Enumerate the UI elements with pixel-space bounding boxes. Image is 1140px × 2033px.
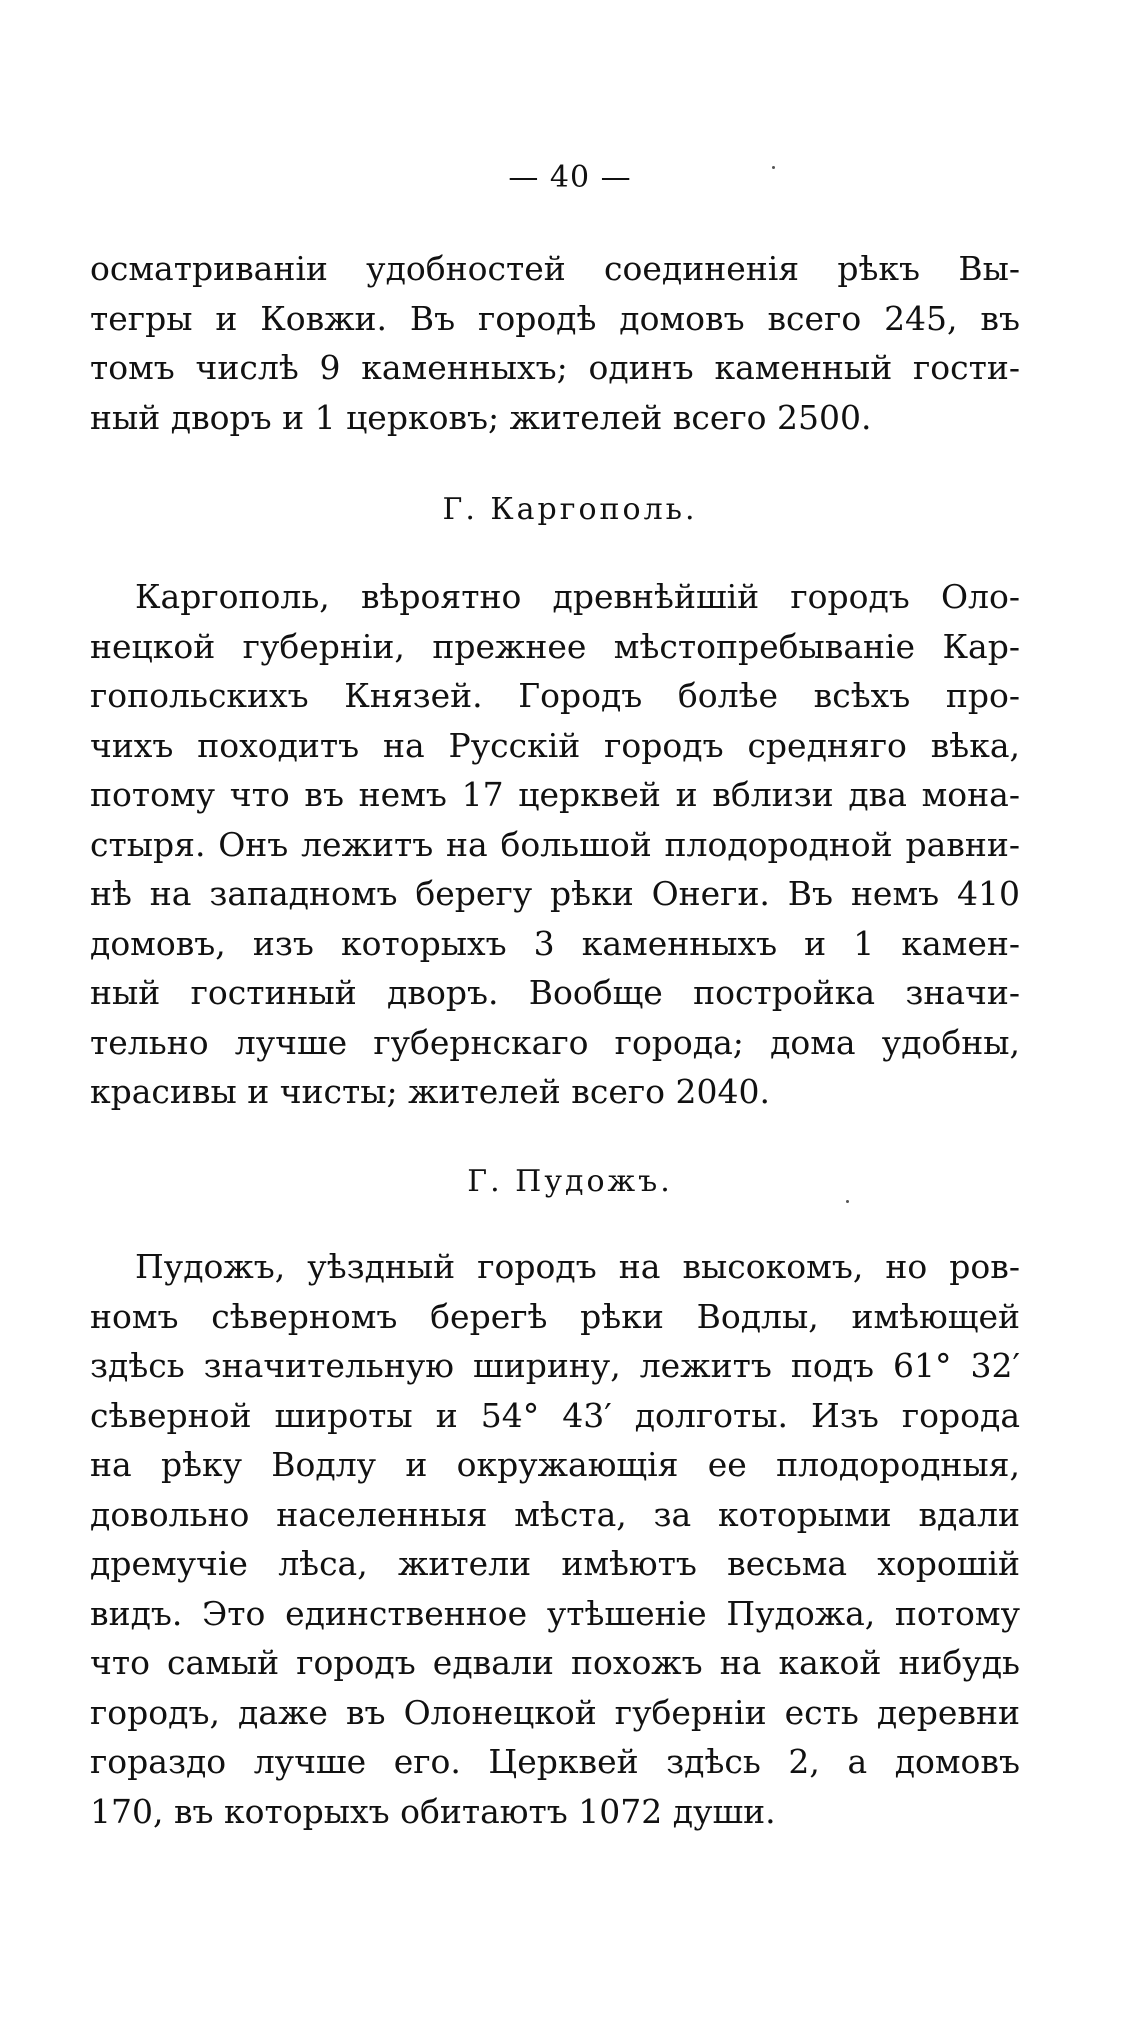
text-line: что самый городъ едвали похожъ на какой нибудь	[90, 1643, 1020, 1682]
text-line: ный дворъ и 1 церковъ; жителей всего 2500.	[90, 397, 872, 437]
text-line: нецкой губерніи, прежнее мѣстопребываніе Кар-	[90, 626, 1020, 666]
text-line: томъ числѣ 9 каменныхъ; одинъ каменный гости-	[90, 348, 1020, 387]
text-line: домовъ, изъ которыхъ 3 каменныхъ и 1 камен-	[90, 923, 1020, 963]
paragraph-continuation	[90, 244, 1020, 442]
text-line: Пудожъ, уѣздный городъ на высокомъ, но ров-	[135, 1247, 1020, 1286]
text-line: красивы и чисты; жителей всего 2040.	[90, 1072, 770, 1111]
text-line: осматриваніи удобностей соединенія рѣкъ Вы-	[90, 249, 1020, 288]
scan-speck	[772, 166, 775, 169]
text-line: довольно населенныя мѣста, за которыми вдали	[90, 1494, 1020, 1534]
paragraph-pudozh	[90, 1242, 1020, 1836]
text-line: тегры и Ковжи. Въ городѣ домовъ всего 245, въ	[90, 298, 1020, 338]
text-line: нѣ на западномъ берегу рѣки Онеги. Въ немъ 410	[90, 874, 1020, 913]
text-line: здѣсь значительную ширину, лежитъ подъ 61° 32′	[90, 1346, 1020, 1385]
page-number: — 40 —	[508, 160, 632, 195]
text-line: Каргополь, вѣроятно древнѣйшій городъ Оло-	[135, 577, 1020, 616]
scan-speck	[846, 1200, 849, 1203]
text-line: гопольскихъ Князей. Городъ болѣе всѣхъ про-	[90, 676, 1020, 715]
text-line: стыря. Онъ лежитъ на большой плодородной равни-	[90, 824, 1020, 864]
text-line: тельно лучше губернскаго города; дома удобны,	[90, 1022, 1020, 1062]
text-line: чихъ походитъ на Русскій городъ средняго вѣка,	[90, 725, 1020, 765]
section-heading-kargopol: Г. Каргополь.	[442, 492, 698, 527]
text-line: городъ, даже въ Олонецкой губерніи есть деревни	[90, 1692, 1020, 1732]
text-line: ный гостиный дворъ. Вообще постройка значи-	[90, 973, 1020, 1012]
paragraph-kargopol	[90, 572, 1020, 1117]
text-line: 170, въ которыхъ обитаютъ 1072 души.	[90, 1791, 776, 1831]
text-line: сѣверной широты и 54° 43′ долготы. Изъ города	[90, 1395, 1020, 1435]
text-line: номъ сѣверномъ берегѣ рѣки Водлы, имѣющей	[90, 1296, 1020, 1336]
text-line: на рѣку Водлу и окружающія ее плодородныя,	[90, 1445, 1020, 1484]
section-heading-pudozh: Г. Пудожъ.	[467, 1164, 673, 1199]
text-line: дремучіе лѣса, жители имѣютъ весьма хорошій	[90, 1544, 1020, 1583]
text-line: видъ. Это единственное утѣшеніе Пудожа, потому	[90, 1593, 1020, 1633]
text-line: гораздо лучше его. Церквей здѣсь 2, а домовъ	[90, 1742, 1020, 1781]
text-line: потому что въ немъ 17 церквей и вблизи два мона-	[90, 775, 1020, 814]
